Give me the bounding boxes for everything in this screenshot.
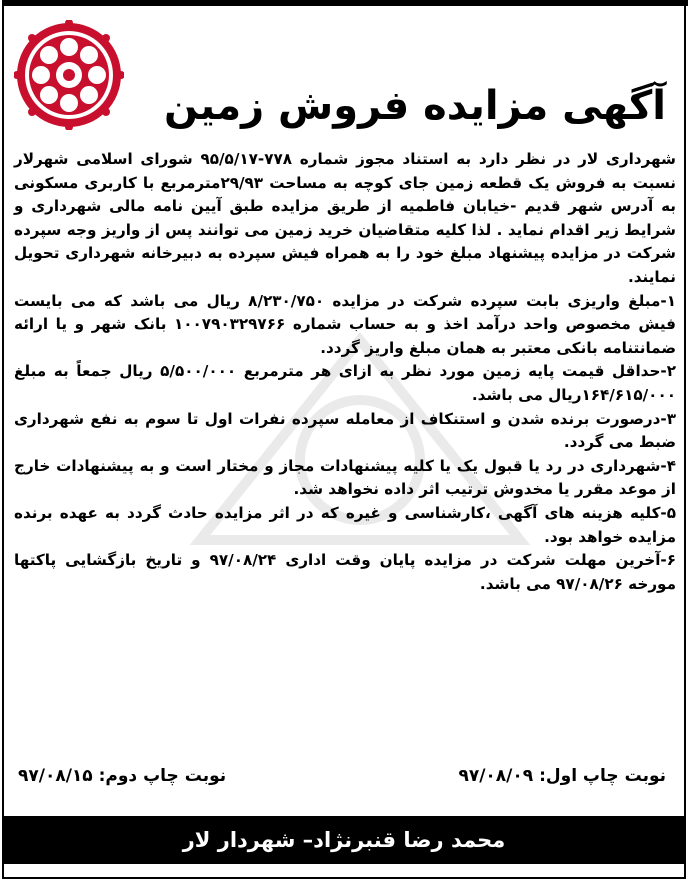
condition-6: ۶-آخرین مهلت شرکت در مزایده پایان وقت اداری ۹۷/۰۸/۲۴ و تاریخ بازگشایی پاکتها مورخه ۹۷/۰۸/۲۶ می باشد.: [14, 551, 676, 593]
municipality-emblem-icon: [14, 20, 124, 130]
condition-3: ۳-درصورت برنده شدن و استنکاف از معامله سپرده نفرات اول تا سوم به نفع شهرداری ضبط می گردد.: [14, 409, 676, 452]
condition-1: ۱-مبلغ واریزی بابت سپرده شرکت در مزایده ۸/۲۳۰/۷۵۰ ریال می باشد که می بایست فیش مخصوص واحد درآمد اخذ و به حساب شماره ۱۰۰۷۹۰۳۲۹۷۶۶ بانک شهر و یا ارائه ضمانتنامه بانکی معتبر به همان مبلغ واریز گردد.: [14, 291, 677, 357]
signature-bar: محمد رضا قنبرنژاد– شهردار لار: [2, 816, 686, 864]
intro-paragraph: شهرداری لار در نظر دارد به استناد مجوز شماره ۷۷۸-۹۵/۵/۱۷ شورای اسلامی شهرلار نسبت به فروش یک قطعه زمین جای کوچه به مساحت ۲۹/۹۳مترمربع با کاربری مسکونی به آدرس شهر قدیم -خیابان فاطمیه از طریق مزایده طبق آیین نامه مالی شهرداری و شرایط زیر اقدام نماید . لذا کلیه متقاضیان خرید زمین می توانند پس از واریز وجه سپرده شرکت در مزایده پیشنهاد مبلغ خود را به همراه فیش سپرده به دبیرخانه شهرداری تحویل نمایند.: [14, 150, 677, 286]
condition-5: ۵-کلیه هزینه های آگهی ،کارشناسی و غیره که در اثر مزایده حادث گردد به عهده برنده مزایده خواهد بود.: [14, 503, 676, 546]
second-publication-date: نوبت چاپ دوم: ۹۷/۰۸/۱۵: [18, 766, 227, 786]
publication-dates: [18, 760, 672, 792]
first-publication-date: نوبت چاپ اول: ۹۷/۰۸/۰۹: [458, 766, 666, 786]
notice-body: [14, 148, 676, 596]
condition-2: ۲-حداقل قیمت پایه زمین مورد نظر به ازای هر مترمربع ۵/۵۰۰/۰۰۰ ریال جمعاً به مبلغ ۱۶۴/۶۱۵/۰۰۰ریال می باشد.: [14, 362, 676, 404]
notice-title: آگهی مزایده فروش زمین: [164, 83, 666, 129]
condition-4: ۴-شهرداری در رد یا قبول یک یا کلیه پیشنهادات مجاز و مختار است و به پیشنهادات خارج از موعد مقرر یا مخدوش ترتیب اثر داده نخواهد شد.: [14, 456, 676, 499]
